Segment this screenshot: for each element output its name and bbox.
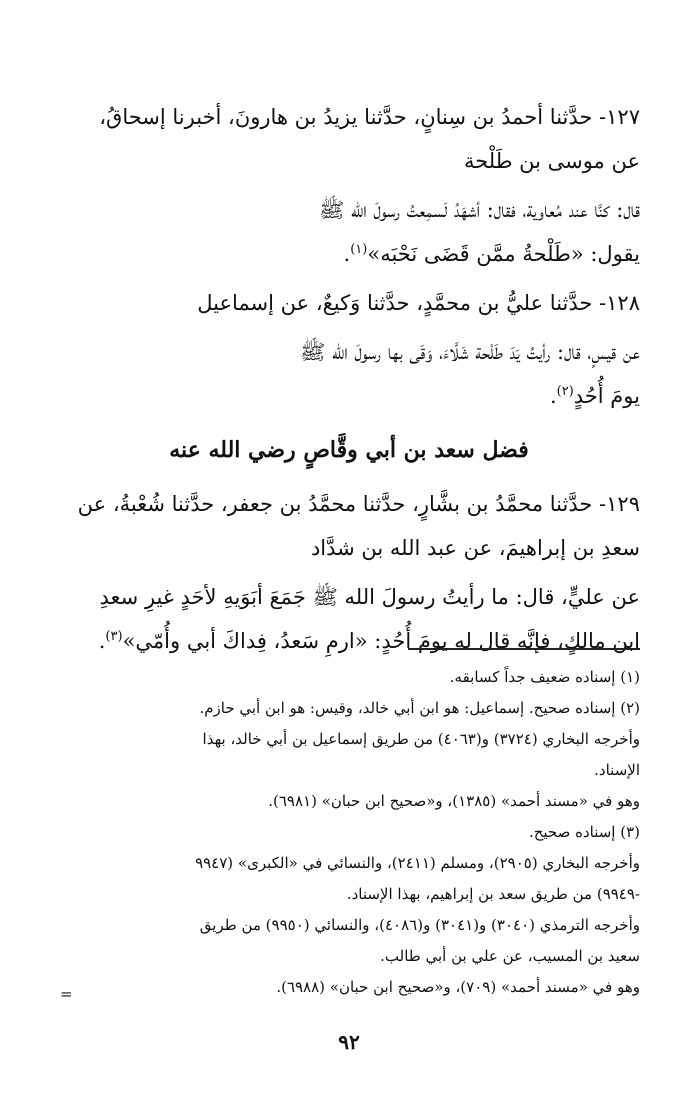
footnote-line: (٣) إسناده صحيح. [528, 823, 640, 841]
footnote-line: (١) إسناده ضعيف جداً كسابقه. [449, 668, 640, 686]
footnote-separator [408, 648, 640, 650]
hadith-129-isnad [58, 482, 640, 570]
footnote-line: سعيد بن المسيب، عن علي بن أبي طالب. [380, 947, 640, 965]
footnote-line: الإسناد. [594, 761, 640, 779]
footnote-ref[interactable]: (١) [350, 242, 368, 257]
period: . [98, 629, 106, 653]
period: . [343, 242, 351, 266]
footnote-line: وهو في «مسند أحمد» (٧٠٩)، و«صحيح ابن حبان» (٦٩٨٨). [276, 978, 640, 996]
text-line: عن عليٍّ، قال: ما رأيتُ رسولَ الله ﷺ جَمَعَ أبَوَيهِ لأحَدٍ غيرِ سعدِ [99, 585, 640, 609]
text-line: ١٢٧- حدَّثنا أحمدُ بن سِنانٍ، حدَّثنا يزيدُ بن هارونَ، أخبرنا إسحاقُ، [99, 105, 640, 129]
footnote-ref[interactable]: (٢) [556, 384, 574, 399]
text-segment: يقول: «طَلْحةُ ممَّن قَضَى نَحْبَه» [367, 242, 640, 266]
main-text [58, 95, 640, 668]
continuation-mark: = [60, 985, 73, 1003]
page-number: ٩٢ [338, 1030, 360, 1054]
footnote-line: وأخرجه الترمذي (٣٠٤٠) و(٣٠٤١) و(٤٠٨٦)، والنسائي (٩٩٥٠) من طريق [199, 916, 640, 934]
section-heading: فضل سعد بن أبي وقَّاصٍ رضي الله عنه [169, 437, 529, 463]
text-line: عن قيسٍ، قال: رأيتُ يَدَ طَلْحة شَلَّاءَ، وَقَى بها رسولَ الله ﷺ [299, 340, 640, 364]
text-segment: يومَ أُحُدٍ [573, 384, 640, 408]
hadith-128-isnad [58, 281, 640, 325]
hadith-128-matn [58, 330, 640, 418]
footnote-line: -٩٩٤٩) من طريق سعد بن إبراهيم، بهذا الإسناد. [346, 885, 640, 903]
footnote-line: وأخرجه البخاري (٢٩٠٥)، ومسلم (٢٤١١)، والنسائي في «الكبرى» (٩٩٤٧ [195, 854, 640, 872]
footnote-line: وهو في «مسند أحمد» (١٣٨٥)، و«صحيح ابن حبان» (٦٩٨١). [268, 792, 640, 810]
hadith-127-isnad [58, 95, 640, 183]
text-line: ١٢٨- حدَّثنا عليُّ بن محمَّدٍ، حدَّثنا وَكيعٌ، عن إسماعيل [197, 291, 640, 315]
footnote-ref[interactable]: (٣) [105, 629, 123, 644]
text-segment: ابن مالكٍ، فإنَّه قال له يومَ أُحُدٍ: «ارمِ سَعدُ، فِداكَ أبي وأُمّي» [122, 629, 640, 653]
text-line: ١٢٩- حدَّثنا محمَّدُ بن بشَّارٍ، حدَّثنا محمَّدُ بن جعفر، حدَّثنا شُعْبةُ، عن [77, 492, 640, 516]
text-line: عن موسى بن طَلْحة [463, 149, 640, 173]
footnote-line: وأخرجه البخاري (٣٧٢٤) و(٤٠٦٣) من طريق إسماعيل بن أبي خالد، بهذا [202, 730, 640, 748]
text-line: سعدِ بن إبراهيمَ، عن عبد الله بن شدَّاد [310, 536, 640, 560]
footnotes [58, 662, 640, 1003]
text-line: قال: كنَّا عند مُعاوية، فقال: أشهَدُ لَسمِعتُ رسولَ الله ﷺ [319, 198, 640, 222]
text-line [58, 374, 640, 418]
footnote-line: (٢) إسناده صحيح. إسماعيل: هو ابن أبي خالد، وقيس: هو ابن أبي حازم. [199, 699, 640, 717]
period: . [549, 384, 557, 408]
text-line [58, 232, 640, 276]
text-line [58, 619, 640, 663]
hadith-127-matn [58, 188, 640, 276]
